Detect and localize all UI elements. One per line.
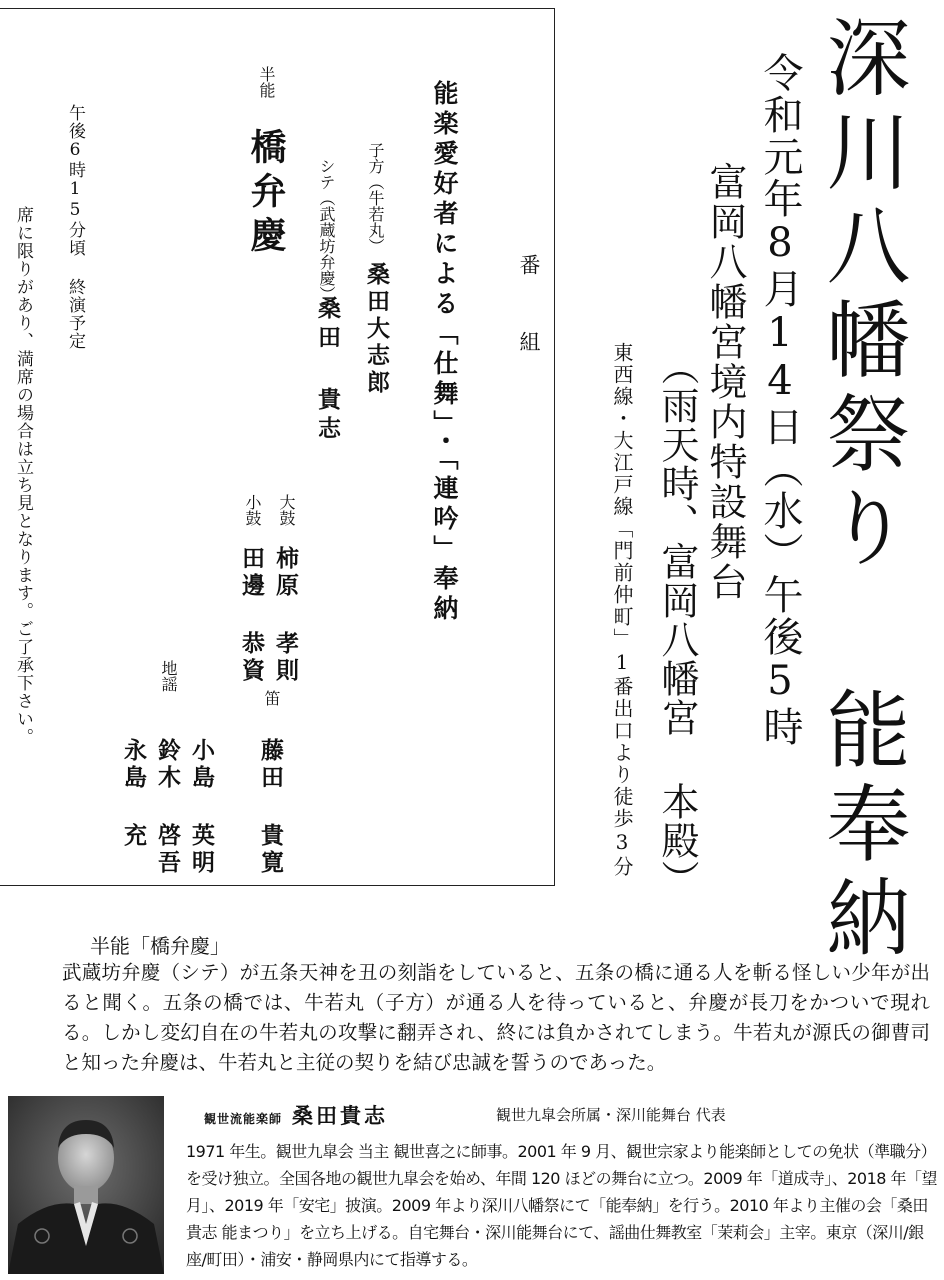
end-time: 午後6時15分頃 終演予定 <box>65 104 85 350</box>
bio-text: 1971 年生。観世九皐会 当主 観世喜之に師事。2001 年 9 月、観世宗家より能楽師としての免状（準職分）を受け独立。全国各地の観世九皐会を始め、年間 120 ほどの舞台に立つ。2009 年「道成寺」、2018 年「望月」、2019 年「安宅」披演。2009 年より深川八幡祭にて「能奉納」を行う。2010 年より主催の会「桑田貴志 能まつり」を立ち上げる。自宅舞台・深川能舞台にて、謡曲仕舞教室「茉莉会」主宰。東京（深川/銀座/町田）・浦安・静岡県内にて指導する。 <box>186 1142 938 1269</box>
shite-name: 桑田 貴志 <box>314 296 341 445</box>
jiutai-name: 鈴木 啓吾 <box>154 738 181 877</box>
event-venue: 富岡八幡宮境内特設舞台 <box>703 162 747 602</box>
event-access: 東西線・大江戸線「門前仲町」1番出口より徒歩3分 <box>610 342 634 878</box>
jiutai-name: 永島 充 <box>120 738 147 850</box>
portrait-photo <box>8 1096 164 1274</box>
program-heading: 番 組 <box>517 254 541 368</box>
play-title: 橋弁慶 <box>245 128 287 260</box>
program-dedication: 能楽愛好者による「仕舞」・「連吟」奉納 <box>430 80 459 625</box>
kotsuzumi-name: 田邊 恭資 <box>238 546 265 685</box>
event-date: 令和元年8月14日（水）午後5時 <box>757 52 803 748</box>
event-title: 深川八幡祭り 能奉納 <box>813 14 911 968</box>
bio-affiliation: 観世流能楽師 <box>204 1112 283 1126</box>
shite-role: シテ（武蔵坊弁慶） <box>317 158 336 302</box>
fue-name: 藤田 貴寛 <box>257 738 284 877</box>
otsuzumi-name: 柿原 孝則 <box>272 546 299 685</box>
synopsis-text: 武蔵坊弁慶（シテ）が五条天神を丑の刻詣をしていると、五条の橋に通る人を斬る怪しい少年が出ると聞く。五条の橋では、牛若丸（子方）が通る人を待っていると、弁慶が長刀をかついで現れる。しかし変幻自在の牛若丸の攻撃に翻弄され、終には負かされてしまう。牛若丸が源氏の御曹司と知った弁慶は、牛若丸と主従の契りを結び忠誠を誓うのであった。 <box>62 961 930 1074</box>
synopsis-title: 半能「橋弁慶」 <box>90 934 230 958</box>
bio-organization: 観世九皐会所属・深川能舞台 代表 <box>496 1106 726 1124</box>
jiutai-name: 小島 英明 <box>188 738 215 877</box>
event-venue-rain: （雨天時、富岡八幡宮 本殿） <box>655 347 699 899</box>
fue-role: 笛 <box>262 690 281 706</box>
bio-name: 桑田貴志 <box>292 1103 389 1128</box>
seating-note: 席に限りがあり、満席の場合は立ち見となります。ご了承下さい。 <box>13 206 33 746</box>
kokata-role: 子方（牛若丸） <box>366 142 385 254</box>
jiutai-role: 地謡 <box>159 660 178 692</box>
kotsuzumi-role: 小鼓 <box>243 494 262 526</box>
otsuzumi-role: 大鼓 <box>277 494 296 526</box>
performer-portrait <box>8 1096 164 1274</box>
kokata-name: 桑田大志郎 <box>363 262 390 397</box>
play-type: 半能 <box>257 66 276 98</box>
bio-header <box>204 1100 388 1130</box>
